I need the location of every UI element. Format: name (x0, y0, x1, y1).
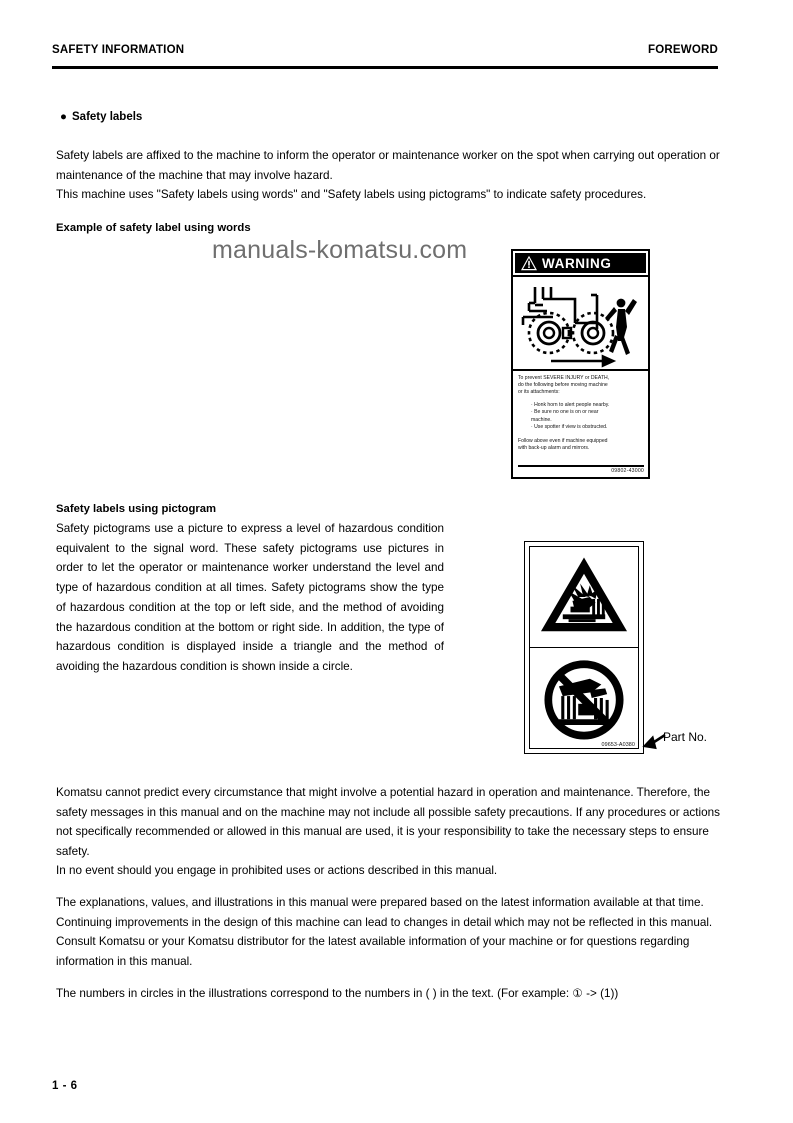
bullet-label: Safety labels (72, 111, 143, 123)
warning-signal-word: WARNING (542, 255, 612, 271)
paragraph-circled-numbers: The numbers in circles in the illustrations correspond to the numbers in ( ) in the text. (For example: ① -> (1)) (56, 987, 619, 1000)
pictogram-label-inner-frame (529, 546, 639, 749)
paragraph-pictogram: Safety pictograms use a picture to express a level of hazardous condition equivalent to the signal word. These safety pictograms use pictures in order to let the operator or maintenance worker understand the level and type of hazardous condition at all times. Safety pictograms show the type of hazardous condition at the top or left side, and the method of avoiding the hazardous condition at the bottom or right side. In addition, the type of hazardous condition is displayed inside a triangle and the method of avoiding the hazardous condition is shown inside a circle. (56, 522, 444, 673)
warning-partno-rule (518, 465, 644, 467)
bullet-marker-icon: ● (60, 111, 67, 123)
warning-label-header (513, 251, 648, 277)
warning-header-band (515, 253, 646, 273)
paragraph-explanations: The explanations, values, and illustrations in this manual were prepared based on the latest information available at that time. Continuing improvements in the design of this machine can lead to changes in detail which may not be reflected in this manual. Consult Komatsu or your Komatsu distributor for the latest available information of your machine or for questions regarding information in this manual. (56, 896, 713, 968)
pictogram-prohibition-panel (530, 648, 638, 748)
warning-footer-note (518, 438, 643, 452)
paragraph-intro: Safety labels are affixed to the machine to inform the operator or maintenance worker on the spot when carrying out operation or maintenance of the machine that may involve hazard. This machine uses "Safety labels using words" and "Safety labels using pictograms" to indicate safety procedures. (56, 149, 720, 202)
part-no-callout-label: Part No. (663, 730, 708, 744)
warning-body-line: To prevent SEVERE INJURY or DEATH, (518, 375, 610, 381)
warning-bullet-list (518, 402, 643, 432)
warning-label-part-number: 09802-43000 (611, 468, 644, 474)
pictogram-label-figure (524, 541, 644, 754)
warning-bullet-item: machine. (531, 416, 552, 423)
site-watermark: manuals-komatsu.com (212, 236, 468, 264)
machine-backing-over-person-icon (513, 277, 648, 369)
pictogram-label-part-number: 09653-A0380 (601, 742, 635, 748)
subheading-pictogram: Safety labels using pictogram (56, 503, 217, 515)
header-chapter-title: FOREWORD (648, 44, 718, 56)
warning-label-text-block (513, 371, 648, 475)
pictogram-hazard-panel (530, 547, 638, 648)
hot-fluid-spray-hazard-triangle-icon (530, 547, 638, 647)
warning-label-illustration (513, 277, 648, 371)
warning-label-figure (511, 249, 650, 479)
warning-body-line: do the following before moving machine (518, 382, 608, 389)
warning-body-line: or its attachments: (518, 389, 560, 396)
safety-labels-bullet (60, 111, 142, 123)
header-section-title: SAFETY INFORMATION (52, 44, 185, 56)
do-not-open-cap-prohibition-icon (530, 648, 638, 748)
header-divider (52, 66, 718, 69)
warning-footer-line: with back-up alarm and mirrors. (518, 445, 590, 452)
paragraph-komatsu-disclaimer: Komatsu cannot predict every circumstance that might involve a potential hazard in operation and maintenance. Therefore, the safety messages in this manual and on the machine may not include all possible safety precautions. If any procedures or actions not specifically recommended or allowed in this manual are used, it is your responsibility to take the necessary steps to ensure safety. In no event should you engage in prohibited uses or actions described in this manual. (56, 786, 720, 878)
warning-triangle-icon (520, 255, 538, 271)
warning-bullet-item: · Be sure no one is on or near (531, 409, 599, 416)
subheading-example-words: Example of safety label using words (56, 222, 251, 234)
footer-page-number: 1 - 6 (52, 1080, 78, 1092)
warning-bullet-item: · Honk horn to alert people nearby. (531, 401, 610, 408)
warning-footer-line: Follow above even if machine equipped (518, 437, 608, 444)
warning-bullet-item: · Use spotter if view is obstructed. (531, 424, 608, 431)
page-header (52, 44, 718, 66)
